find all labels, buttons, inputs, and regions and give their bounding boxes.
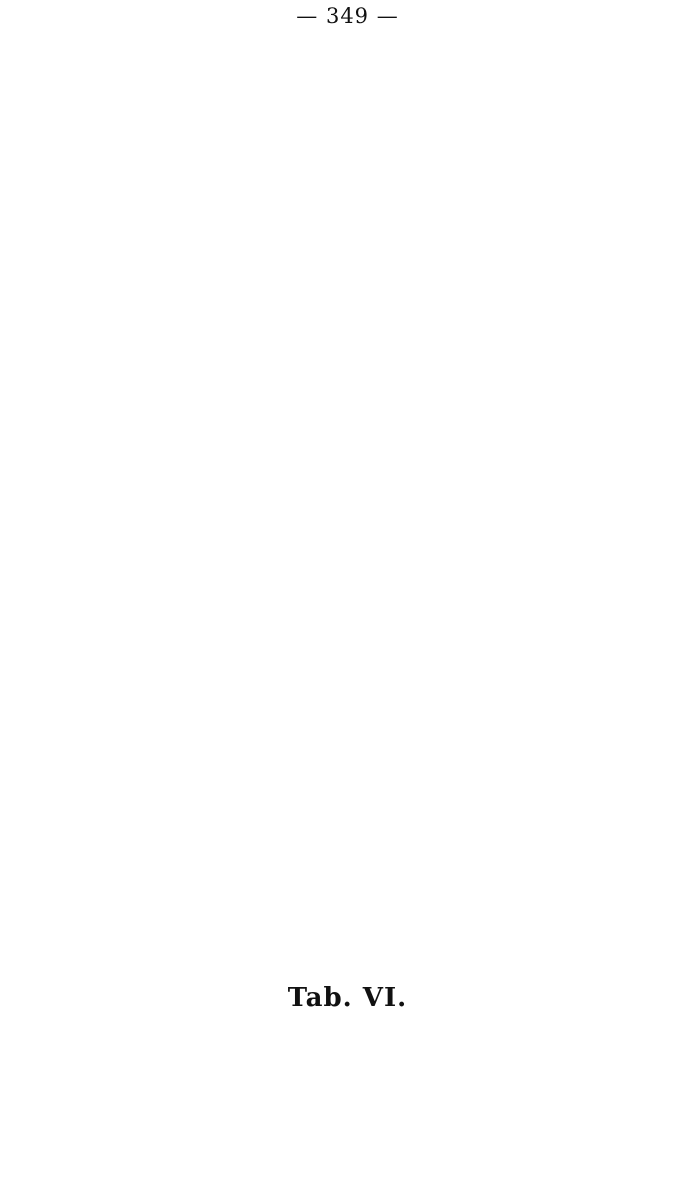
page-number: — 349 — [296,4,399,28]
section-heading: Tab. VI. [287,983,408,1013]
